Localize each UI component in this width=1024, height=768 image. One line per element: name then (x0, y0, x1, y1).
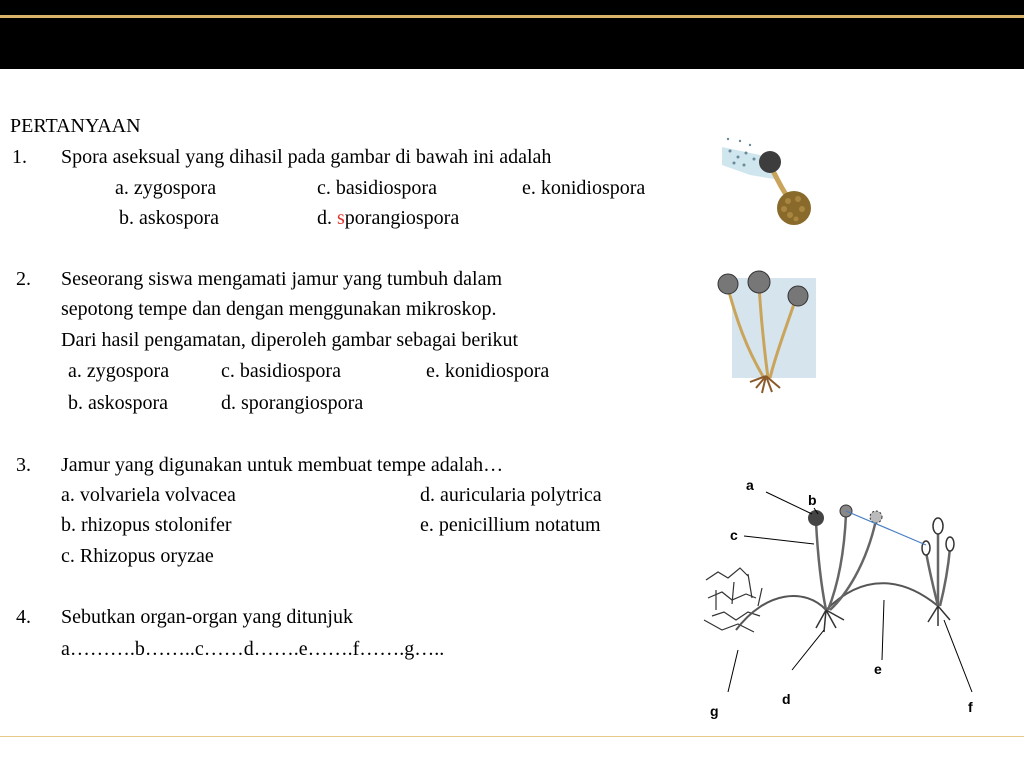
label-a: a (746, 477, 754, 493)
q4-number: 4. (16, 606, 31, 628)
label-f: f (968, 699, 973, 715)
q2-text-line3: Dari hasil pengamatan, diperoleh gambar sebagai berikut (61, 329, 519, 351)
label-e: e (874, 661, 882, 677)
q2-option-a: a. zygospora (68, 360, 170, 382)
q2-number: 2. (16, 268, 31, 290)
sporangium-dark (759, 151, 781, 173)
sporangium-1 (718, 274, 738, 294)
sporangiophore-stalk (772, 169, 788, 197)
q3-option-d: d. auricularia polytrica (420, 484, 602, 506)
q2-option-e: e. konidiospora (426, 360, 550, 382)
q1-option-d-highlight: s (337, 207, 345, 229)
q2-option-c: c. basidiospora (221, 360, 341, 382)
q1-option-d-prefix: d. (317, 207, 337, 229)
sporangium-2 (748, 271, 770, 293)
q1-option-e: e. konidiospora (522, 177, 646, 199)
sporangium-bursting (870, 511, 882, 523)
q3-number: 3. (16, 454, 31, 476)
q3-option-c: c. Rhizopus oryzae (61, 545, 214, 567)
q2-option-d: d. sporangiospora (221, 392, 364, 414)
q1-option-a: a. zygospora (115, 177, 217, 199)
q3-text: Jamur yang digunakan untuk membuat tempe adalah… (61, 454, 504, 476)
q1-option-d-rest: porangiospora (344, 207, 460, 229)
q1-option-d (317, 206, 459, 230)
label-b: b (808, 492, 817, 508)
q3-option-b: b. rhizopus stolonifer (61, 514, 232, 536)
columella-right (933, 518, 943, 534)
q3-option-e: e. penicillium notatum (420, 514, 601, 536)
rhizoids (750, 376, 780, 393)
q1-option-b: b. askospora (119, 207, 219, 229)
label-g: g (710, 703, 719, 719)
q4-blanks: a……….b……..c……d…….e…….f…….g….. (61, 638, 445, 660)
q3-option-a: a. volvariela volvacea (61, 484, 236, 506)
q1-number: 1. (12, 146, 27, 168)
figure-sporangium-spores (720, 135, 820, 230)
figure-labelled-rhizopus (676, 470, 1024, 732)
label-d: d (782, 691, 791, 707)
sporangium-3 (788, 286, 808, 306)
figure-rhizopus-colony (716, 258, 821, 398)
q1-option-c: c. basidiospora (317, 177, 437, 199)
sporangium-a (808, 510, 824, 526)
q2-text-line2: sepotong tempe dan dengan menggunakan mikroskop. (61, 298, 497, 320)
q4-text: Sebutkan organ-organ yang ditunjuk (61, 606, 353, 628)
q2-text-line1: Seseorang siswa mengamati jamur yang tumbuh dalam (61, 268, 503, 290)
q2-option-b: b. askospora (68, 392, 168, 414)
q1-text: Spora aseksual yang dihasil pada gambar di bawah ini adalah (61, 146, 552, 168)
page-heading: PERTANYAAN (10, 115, 141, 137)
label-c: c (730, 527, 738, 543)
